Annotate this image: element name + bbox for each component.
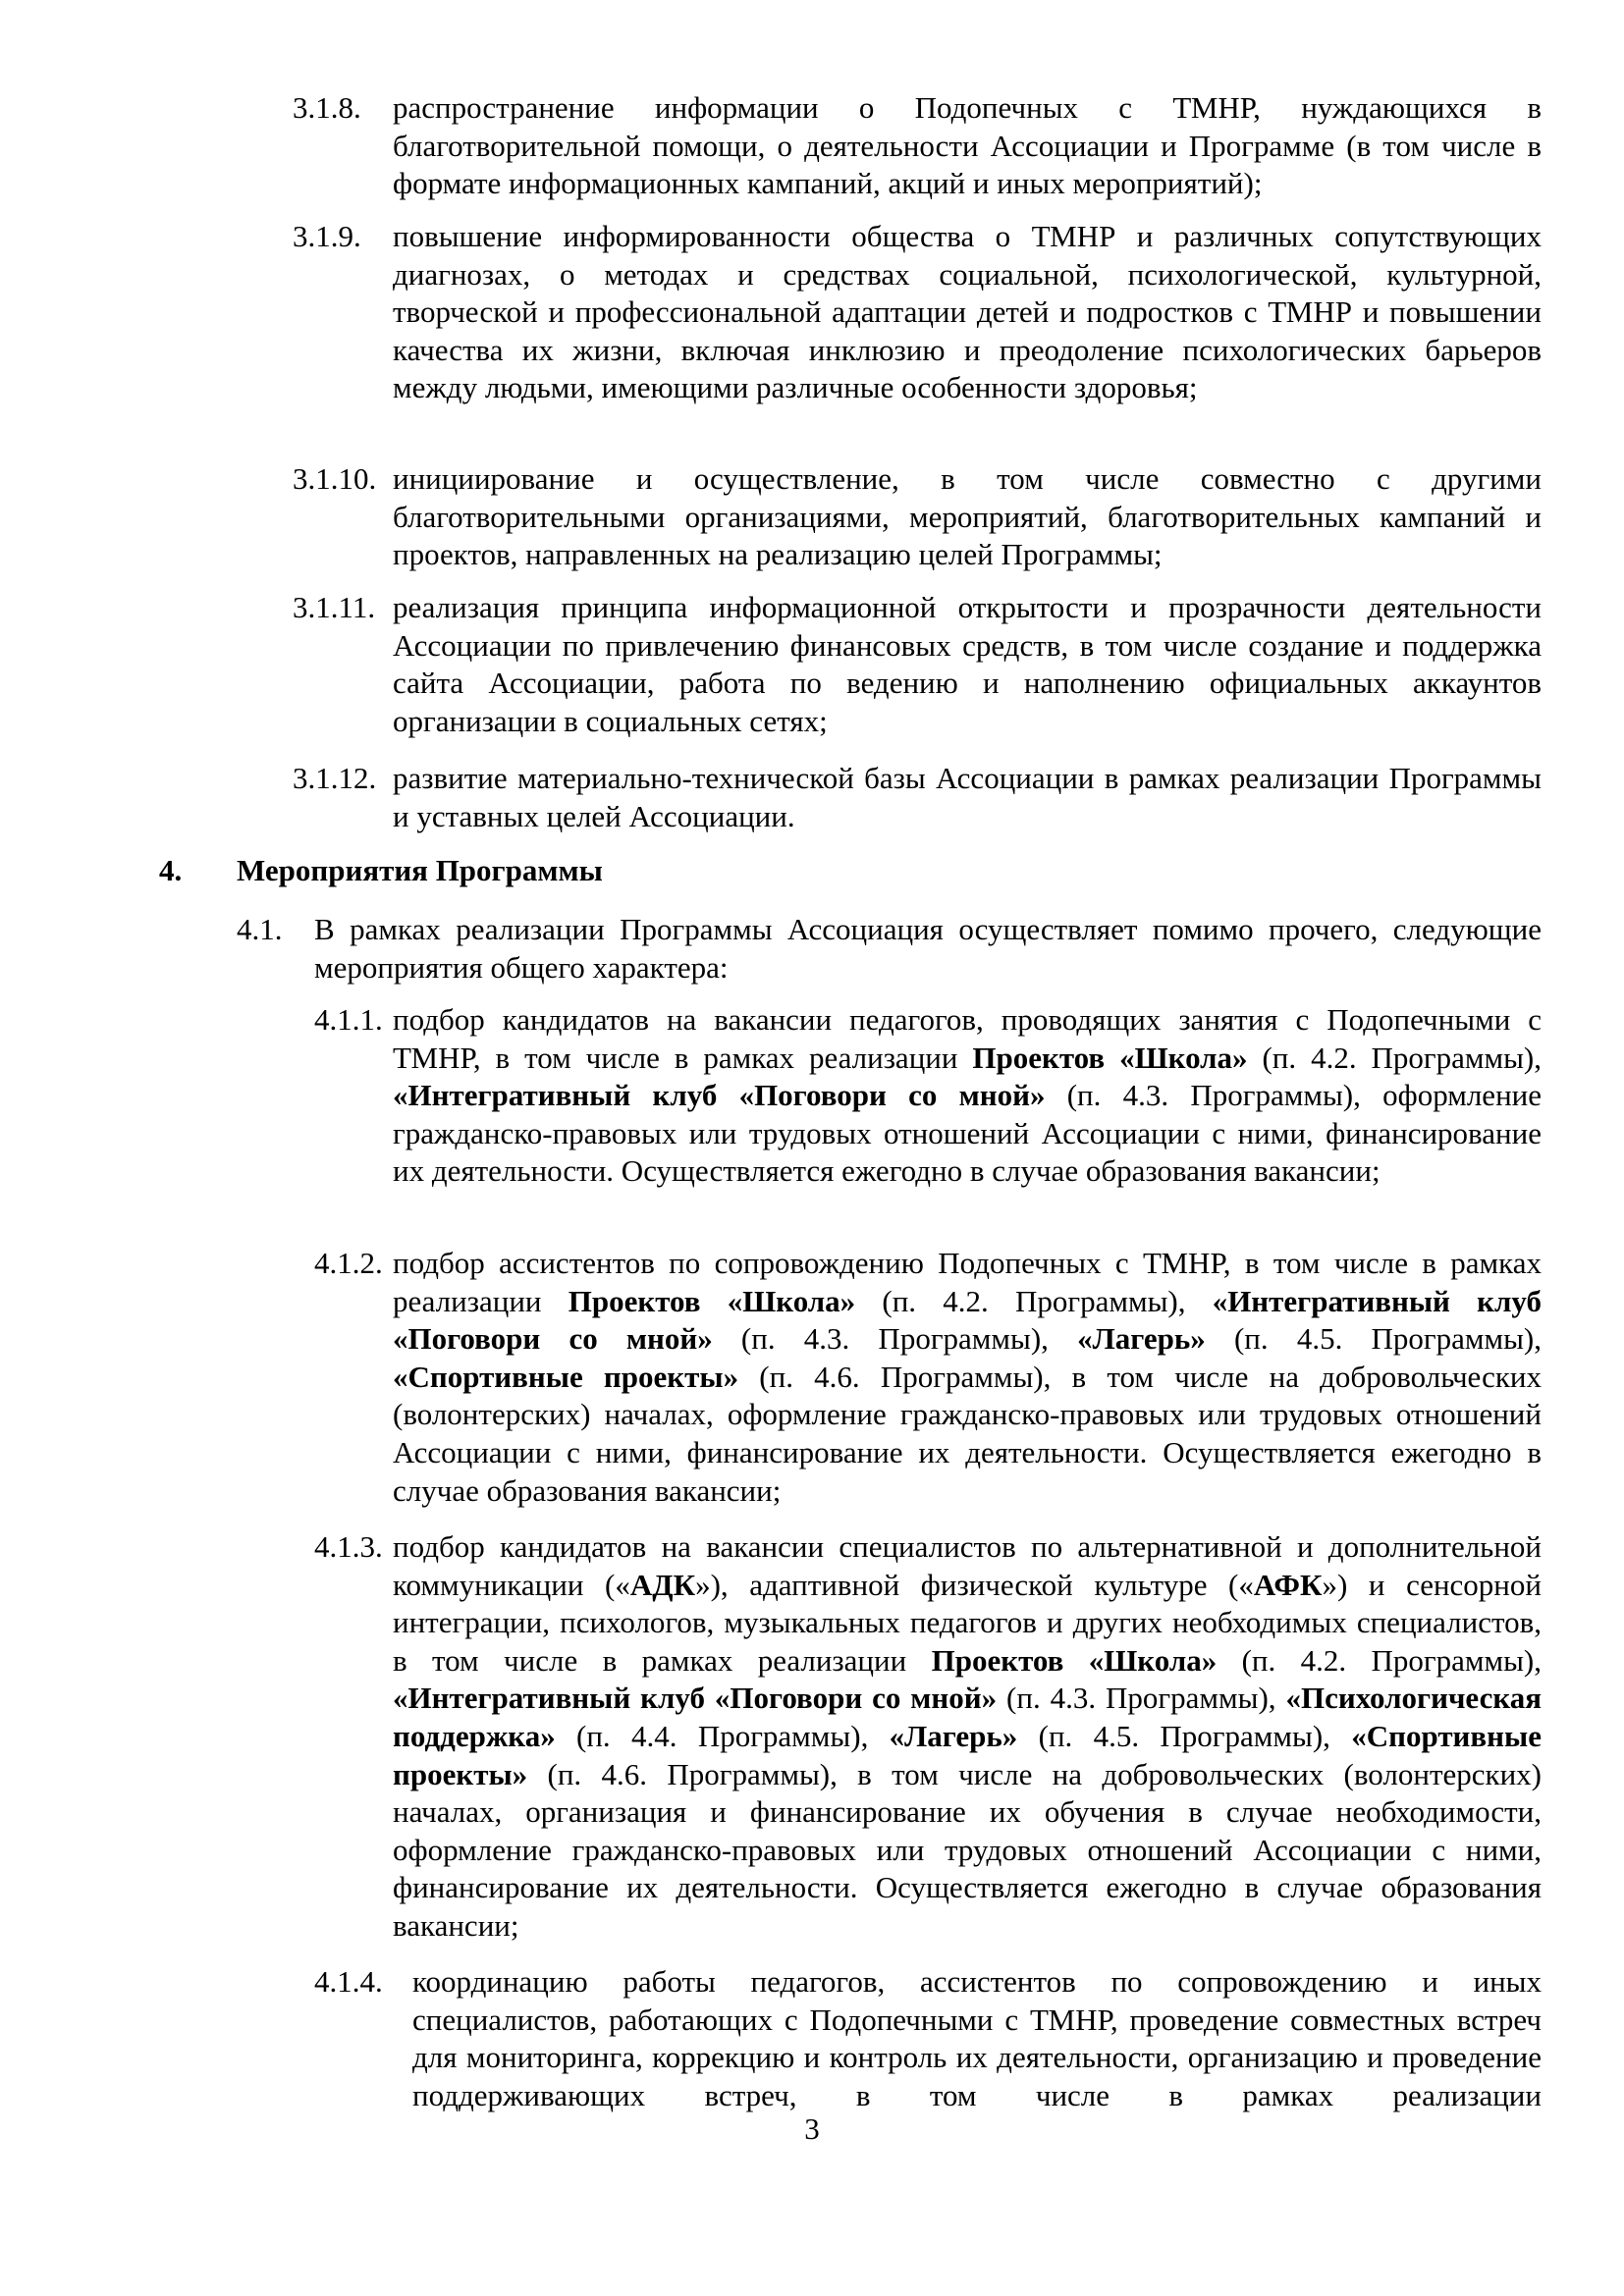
item-number: 3.1.10. [293,461,377,496]
item-text: подбор ассистентов по сопровождению Подопечных с ТМНР, в том числе в рамках реализации Проектов «Школа» (п. 4.2. Программы), «Интегративный клуб «Поговори со мной» (п. 4.3. Программы), «Лагерь» (п. 4.5. Программы), «Спортивные проекты» (п. 4.6. Программы), в том числе на добровольческих (волонтерских) началах, оформление гражданско-правовых или трудовых отношений Ассоциации с ними, финансирование их деятельности. Осуществляется ежегодно в случае образования вакансии; [393,1246,1542,1508]
item-text: подбор кандидатов на вакансии педагогов, проводящих занятия с Подопечными с ТМНР, в том числе в рамках реализации Проектов «Школа» (п. 4.2. Программы), «Интегративный клуб «Поговори со мной» (п. 4.3. Программы), оформление гражданско-правовых или трудовых отношений Ассоциации с ними, финансирование их деятельности. Осуществляется ежегодно в случае образования вакансии; [393,1002,1543,1189]
item-number: 4.1.2. [314,1246,383,1280]
section-heading [159,852,182,890]
bold-ref: АФК [1253,1567,1323,1602]
item-text: подбор кандидатов на вакансии специалистов по альтернативной и дополнительной коммуникации («АДК»), адаптивной физической культуре («АФК») и сенсорной интеграции, психологов, музыкальных педагогов и других необходимых специалистов, в том числе в рамках реализации Проектов «Школа» (п. 4.2. Программы), «Интегративный клуб «Поговори со мной» (п. 4.3. Программы), «Психологическая поддержка» (п. 4.4. Программы), «Лагерь» (п. 4.5. Программы), «Спортивные проекты» (п. 4.6. Программы), в том числе на добровольческих (волонтерских) началах, организация и финансирование их обучения в случае необходимости, оформление гражданско-правовых или трудовых отношений Ассоциации с ними, финансирование их деятельности. Осуществляется ежегодно в случае образования вакансии; [393,1529,1542,1943]
item-text: инициирование и осуществление, в том числе совместно с другими благотворительными организациями, мероприятий, благотворительных кампаний и проектов, направленных на реализацию целей Программы; [393,461,1542,572]
bold-ref: «Спортивные проекты» [393,1718,1542,1791]
item-number: 3.1.12. [293,761,377,795]
page-number: 3 [804,2111,820,2146]
bold-ref: Проектов «Школа» [568,1283,856,1318]
bold-ref: «Лагерь» [1077,1321,1206,1357]
bold-ref: «Интегративный клуб «Поговори со мной» [393,1078,1046,1113]
bold-ref: «Интегративный клуб «Поговори со мной» [393,1283,1542,1357]
item-number: 4.1.1. [314,1002,383,1037]
item-text: развитие материально-технической базы Ассоциации в рамках реализации Программы и уставных целей Ассоциации. [393,761,1542,833]
item-text: координацию работы педагогов, ассистентов по сопровождению и иных специалистов, работающих с Подопечными с ТМНР, проведение совместных встреч для мониторинга, коррекцию и контроль их деятельности, организацию и проведение поддерживающих встреч, в том числе в рамках реализации [412,1964,1542,2112]
bold-ref: «Спортивные проекты» [393,1359,739,1394]
section-title: Мероприятия Программы [237,853,603,887]
item-text: повышение информированности общества о ТМНР и различных сопутствующих диагнозах, о методах и средствах социальной, психологической, культурной, творческой и профессиональной адаптации детей и подростков с ТМНР и повышении качества их жизни, включая инклюзию и преодоление психологических барьеров между людьми, имеющими различные особенности здоровья; [393,219,1542,405]
item-text: реализация принципа информационной открытости и прозрачности деятельности Ассоциации по привлечению финансовых средств, в том числе создание и поддержка сайта Ассоциации, работа по ведению и наполнению официальных аккаунтов организации в социальных сетях; [393,590,1542,738]
item-number: 4.1. [237,912,283,946]
item-text: распространение информации о Подопечных с ТМНР, нуждающихся в благотворительной помощи, о деятельности Ассоциации и Программе (в том числе в формате информационных кампаний, акций и иных мероприятий); [393,90,1542,201]
bold-ref: «Лагерь» [889,1718,1018,1753]
item-number: 4.1.3. [314,1529,383,1564]
bold-ref: «Психологическая поддержка» [393,1681,1542,1753]
item-number: 3.1.9. [293,219,361,253]
item-number: 3.1.8. [293,90,361,125]
bold-ref: Проектов «Школа» [972,1040,1248,1075]
item-text: В рамках реализации Программы Ассоциация осуществляет помимо прочего, следующие мероприятия общего характера: [314,912,1542,985]
bold-ref: АДК [629,1567,696,1602]
bold-ref: Проектов «Школа» [931,1642,1218,1678]
item-number: 3.1.11. [293,590,376,624]
item-number: 4.1.4. [314,1964,383,1999]
section-number: 4. [159,853,183,887]
bold-ref: «Интегративный клуб «Поговори со мной» [393,1681,998,1716]
